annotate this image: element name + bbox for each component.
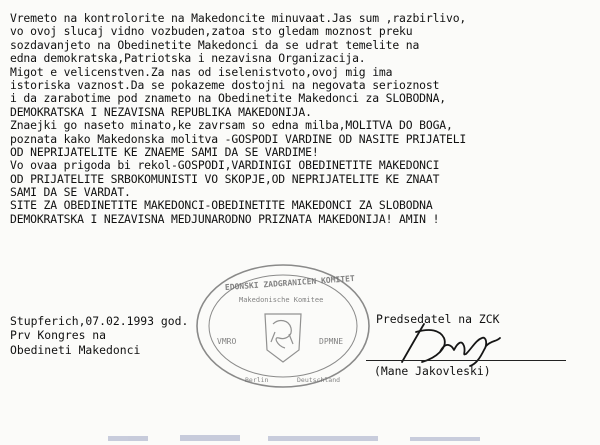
letter-line: OD PRIJATELITE SRBOKOMUNISTI VO SKOPJE,OD NEPRIJATELITE KE ZNAAT — [10, 171, 440, 186]
letter-line: vo ovoj slucaj vidno vozbuden,zatoa sto gledam moznost preku — [10, 24, 413, 39]
signature-line — [366, 360, 566, 361]
organization-line: Obedineti Makedonci — [10, 343, 141, 357]
chair-title: Predsedatel na ZCK — [376, 312, 500, 326]
letter-line: Migot e velicenstven.Za nas od iselenistvoto,ovoj mig ima — [10, 64, 393, 79]
letter-line: Vo ovaa prigoda bi rekol-GOSPODI,VARDINIGI OBEDINETITE MAKEDONCI — [10, 158, 440, 173]
place-and-date: Stupferich,07.02.1993 god. — [10, 314, 189, 328]
letter-body — [10, 12, 595, 226]
organization-block — [10, 328, 140, 358]
lion-emblem-icon — [265, 314, 301, 362]
official-stamp — [193, 262, 373, 390]
letter-line: SITE ZA OBEDINETITE MAKEDONCI-OBEDINETITE MAKEDONCI ZA SLOBODNA — [10, 198, 433, 213]
svg-text:Makedonische Komitee: Makedonische Komitee — [239, 296, 324, 304]
letter-line: poznata kako Makedonska molitva -GOSPODI VARDINE OD NASITE PRIJATELI — [10, 131, 467, 146]
scan-smudge — [0, 424, 600, 445]
svg-text:Deutschland: Deutschland — [297, 376, 341, 384]
svg-text:EDONSKI ZADGRANICEN KOMITET: EDONSKI ZADGRANICEN KOMITET — [224, 273, 356, 293]
svg-text:DPMNE: DPMNE — [319, 337, 344, 346]
letter-line: SAMI DA SE VARDAT. — [10, 185, 131, 200]
signatory-name: (Mane Jakovleski) — [374, 364, 491, 378]
svg-text:VMRO: VMRO — [217, 337, 237, 346]
letter-line: i da zarabotime pod znameto na Obedinetite Makedonci za SLOBODNA, — [10, 91, 447, 106]
letter-line: Vremeto na kontrolorite na Makedoncite minuvaat.Jas sum ,razbirlivo, — [10, 11, 467, 25]
letter-line: DEMOKRATSKA I NEZAVISNA REPUBLIKA MAKEDONIJA. — [10, 104, 312, 119]
organization-line: Prv Kongres na — [10, 328, 107, 342]
svg-text:Berlin: Berlin — [245, 376, 269, 384]
letter-line: DEMOKRATSKA I NEZAVISNA MEDJUNARODNO PRIZNATA MAKEDONIJA! AMIN ! — [10, 211, 440, 226]
letter-line: Znaejki go naseto minato,ke zavrsam so edna milba,MOLITVA DO BOGA, — [10, 118, 453, 133]
letter-line: edna demokratska,Patriotska i nezavisna Organizacija. — [10, 51, 366, 66]
letter-line: istoriska vaznost.Da se pokazeme dostojni na negovata serioznost — [10, 77, 440, 92]
letter-line: sozdavanjeto na Obedinetite Makedonci da se udrat temelite na — [10, 37, 420, 52]
letter-line: OD NEPRIJATELITE KE ZNAEME SAMI DA SE VARDIME! — [10, 144, 319, 159]
